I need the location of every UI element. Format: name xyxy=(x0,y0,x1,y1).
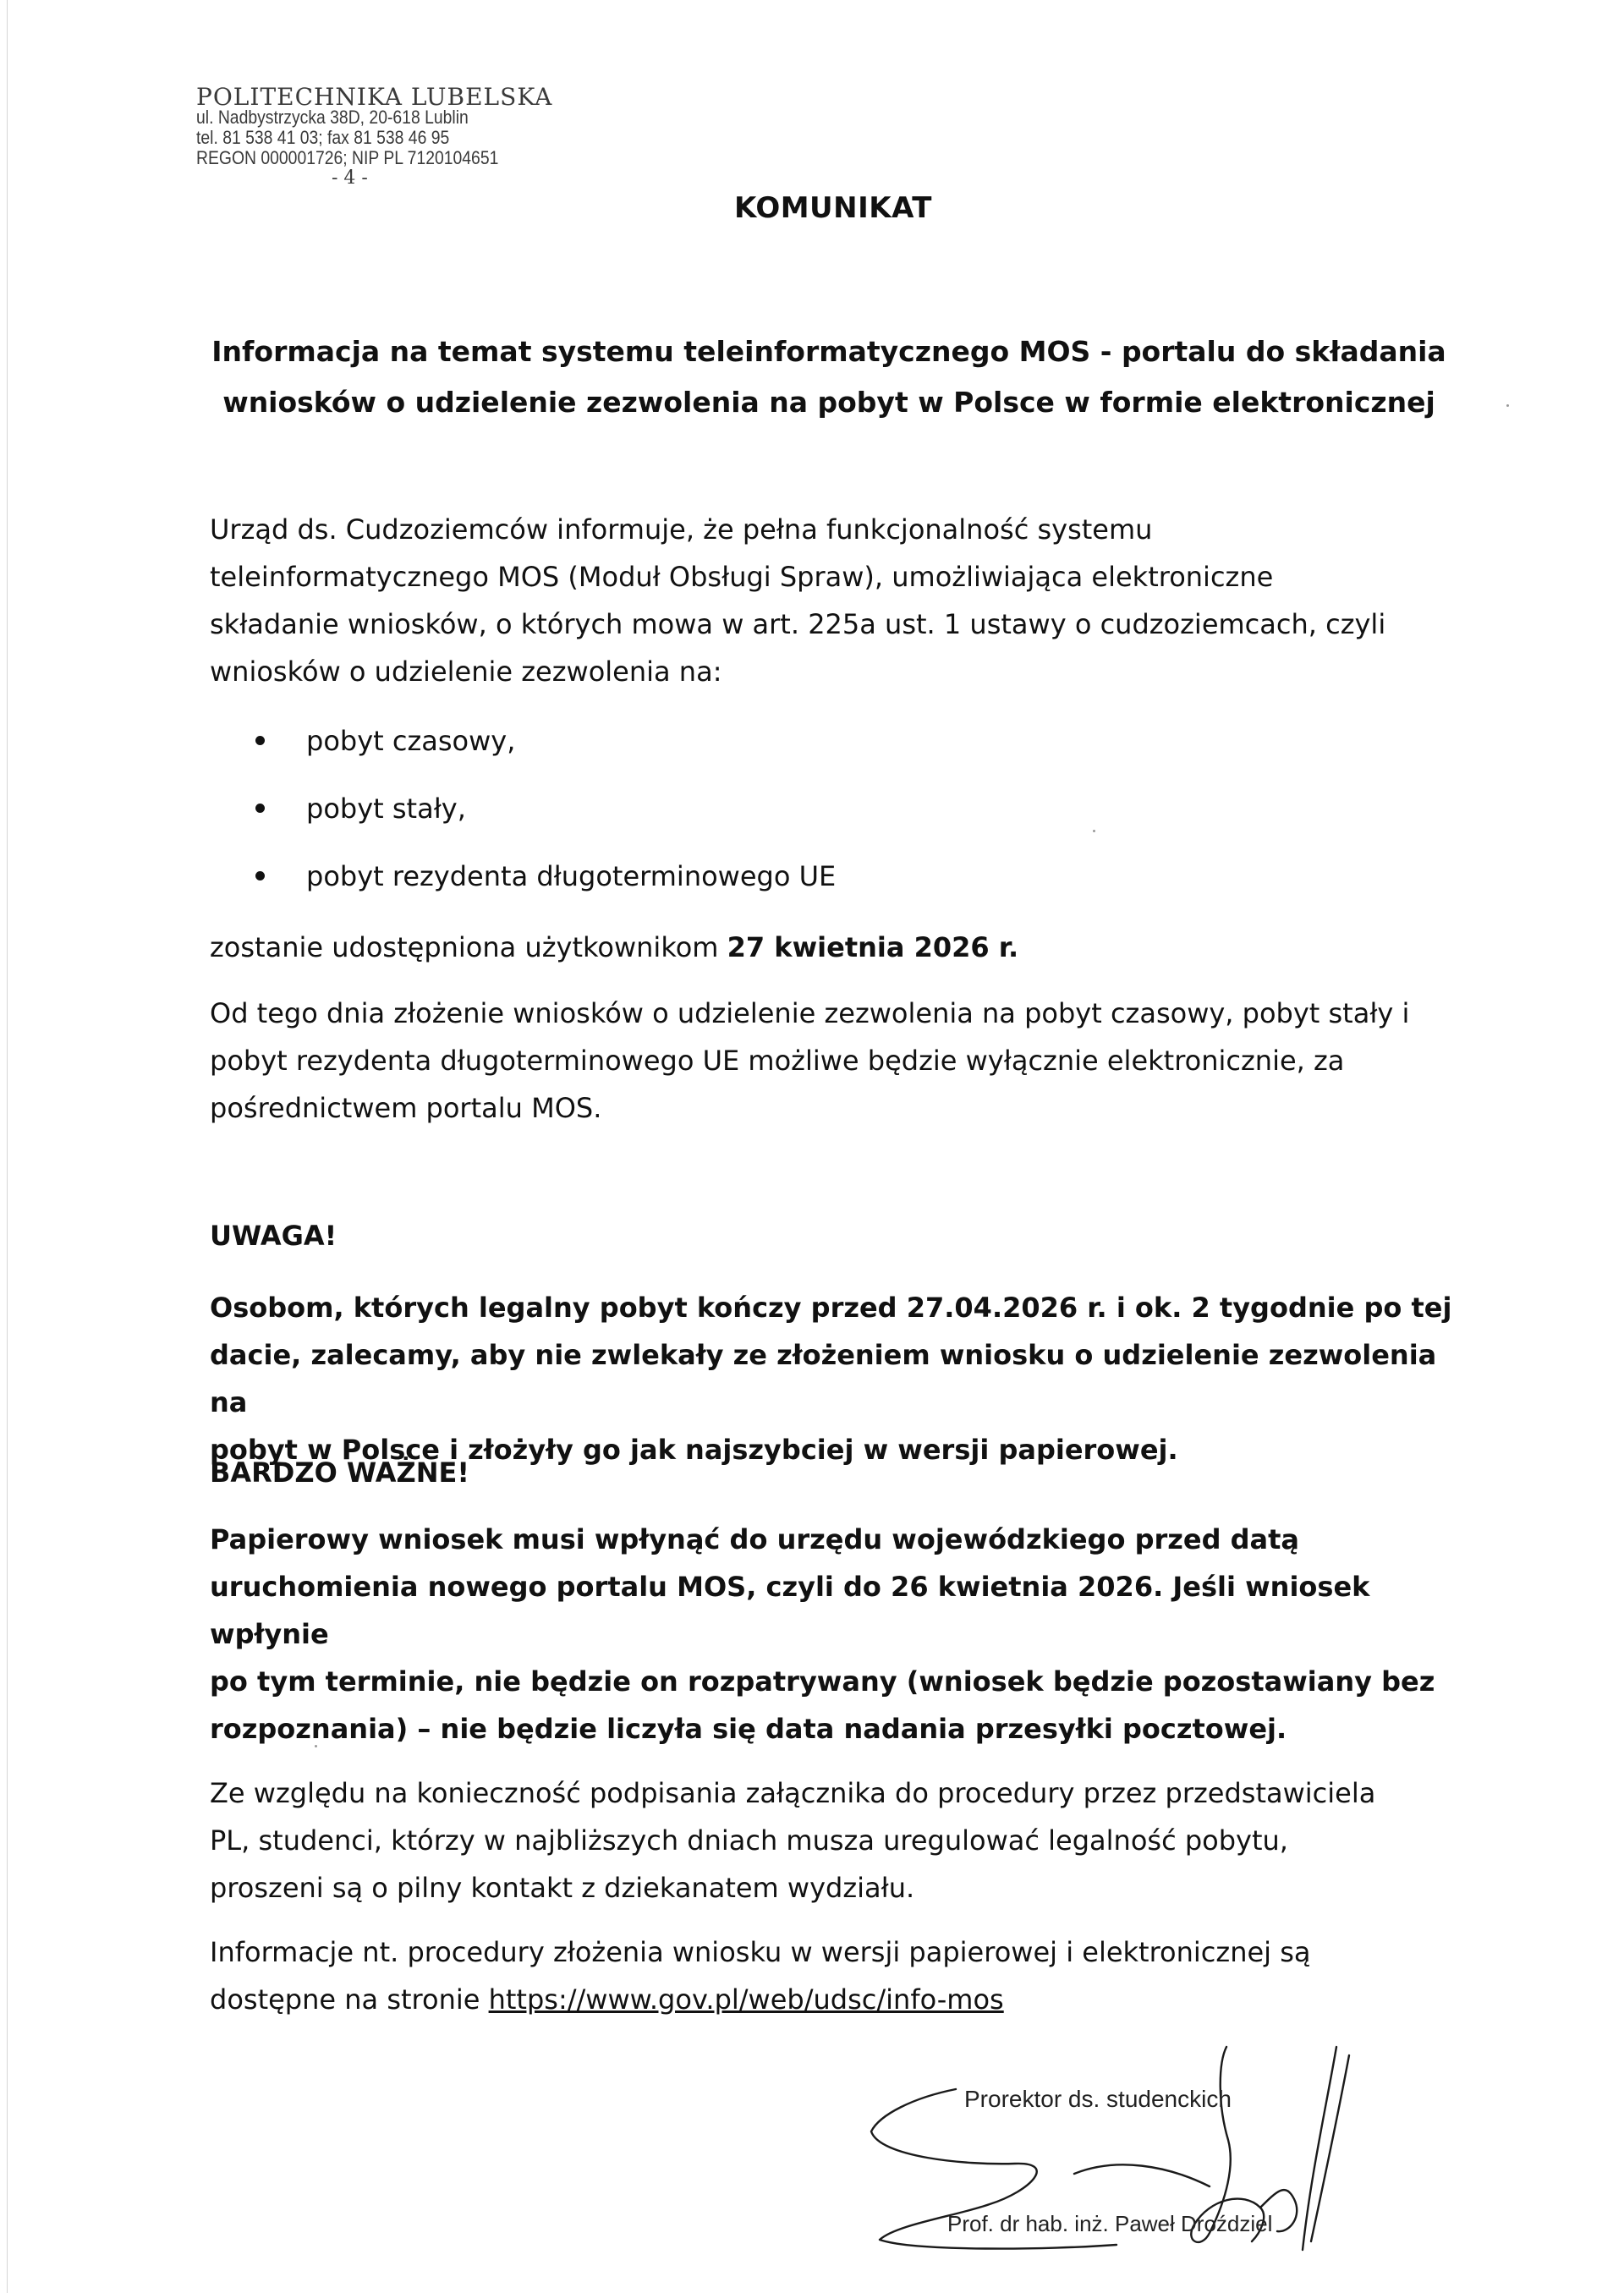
paragraph-line: pobyt rezydenta długoterminowego UE możliwe będzie wyłącznie elektronicznie, za xyxy=(210,1045,1345,1077)
letterhead xyxy=(196,83,568,189)
paragraph-line: pośrednictwem portalu MOS. xyxy=(210,1092,602,1124)
intro-paragraph xyxy=(210,506,1479,695)
info-prefix: dostępne na stronie xyxy=(210,1983,480,2016)
institution-address: ul. Nadbystrzycka 38D, 20-618 Lublin xyxy=(196,107,469,128)
release-sentence xyxy=(210,924,1479,971)
paragraph-line: Od tego dnia złożenie wniosków o udzielenie zezwolenia na pobyt czasowy, pobyt stały i xyxy=(210,997,1410,1029)
paragraph-line: składanie wniosków, o których mowa w art. 225a ust. 1 ustawy o cudzoziemcach, czyli xyxy=(210,608,1386,640)
document-title: KOMUNIKAT xyxy=(734,191,932,225)
paragraph-line: wniosków o udzielenie zezwolenia na: xyxy=(210,656,722,688)
institution-name: POLITECHNIKA LUBELSKA xyxy=(196,83,553,111)
bullet-icon xyxy=(255,804,265,813)
warning-paragraph xyxy=(210,1284,1479,1473)
paragraph-line: uruchomienia nowego portalu MOS, czyli do 26 kwietnia 2026. Jeśli wniosek wpłynie xyxy=(210,1571,1370,1650)
warning-heading: UWAGA! xyxy=(210,1220,337,1252)
release-date: 27 kwietnia 2026 r. xyxy=(727,931,1019,963)
paragraph-line: Ze względu na konieczność podpisania załącznika do procedury przez przedstawiciela xyxy=(210,1777,1376,1809)
paragraph-line: Informacje nt. procedury złożenia wniosku w wersji papierowej i elektronicznej są xyxy=(210,1936,1311,1968)
paragraph-line: pobyt w Polsce i złożyły go jak najszybciej w wersji papierowej. xyxy=(210,1434,1178,1466)
paragraph-line: Papierowy wniosek musi wpłynąć do urzędu wojewódzkiego przed datą xyxy=(210,1523,1300,1555)
bullet-icon xyxy=(255,736,265,745)
signature-block xyxy=(863,2038,1387,2258)
stamp-name: Prof. dr hab. inż. Paweł Droździel xyxy=(947,2211,1273,2236)
from-date-paragraph xyxy=(210,990,1479,1132)
stamp-title: Prorektor ds. studenckich xyxy=(964,2086,1232,2112)
institution-registry: REGON 000001726; NIP PL 7120104651 xyxy=(196,147,499,168)
subtitle-line: Informacja na temat systemu teleinformatycznego MOS - portalu do składania xyxy=(211,335,1446,368)
paragraph-line xyxy=(210,1976,1479,2023)
paragraph-line: PL, studenci, którzy w najbliższych dniach musza uregulować legalność pobytu, xyxy=(210,1824,1288,1857)
residence-types-list xyxy=(254,717,836,920)
scan-edge-line xyxy=(7,0,8,2293)
list-item xyxy=(254,853,836,920)
list-item-label: pobyt rezydenta długoterminowego UE xyxy=(306,860,837,892)
important-heading: BARDZO WAŻNE! xyxy=(210,1456,469,1489)
paragraph-line: rozpoznania) – nie będzie liczyła się data nadania przesyłki pocztowej. xyxy=(210,1713,1287,1745)
bullet-icon xyxy=(255,871,265,880)
page-marker: - 4 - xyxy=(332,167,368,189)
paragraph-line: po tym terminie, nie będzie on rozpatrywany (wniosek będzie pozostawiany bez xyxy=(210,1665,1435,1698)
info-paragraph xyxy=(210,1928,1479,2023)
paragraph-line: Osobom, których legalny pobyt kończy przed 27.04.2026 r. i ok. 2 tygodnie po tej xyxy=(210,1292,1452,1324)
subtitle-line: wniosków o udzielenie zezwolenia na pobyt w Polsce w formie elektronicznej xyxy=(222,386,1435,419)
paragraph-line: teleinformatycznego MOS (Moduł Obsługi Spraw), umożliwiająca elektroniczne xyxy=(210,561,1274,593)
list-item-label: pobyt stały, xyxy=(306,793,466,825)
document-subtitle xyxy=(169,326,1489,428)
paragraph-line: proszeni są o pilny kontakt z dziekanatem wydziału. xyxy=(210,1872,915,1904)
consent-paragraph xyxy=(210,1769,1479,1912)
release-prefix: zostanie udostępniona użytkownikom xyxy=(210,931,719,963)
scan-speck xyxy=(315,1745,317,1747)
scan-speck xyxy=(1093,830,1095,832)
paragraph-line: dacie, zalecamy, aby nie zwlekały ze złożeniem wniosku o udzielenie zezwolenia na xyxy=(210,1339,1437,1418)
important-paragraph xyxy=(210,1516,1479,1753)
list-item-label: pobyt czasowy, xyxy=(306,725,516,757)
institution-phone: tel. 81 538 41 03; fax 81 538 46 95 xyxy=(196,127,450,148)
info-mos-link[interactable]: https://www.gov.pl/web/udsc/info-mos xyxy=(488,1983,1004,2016)
scan-speck xyxy=(1506,404,1509,407)
list-item xyxy=(254,717,836,785)
paragraph-line: Urząd ds. Cudzoziemców informuje, że pełna funkcjonalność systemu xyxy=(210,513,1153,546)
list-item xyxy=(254,785,836,853)
